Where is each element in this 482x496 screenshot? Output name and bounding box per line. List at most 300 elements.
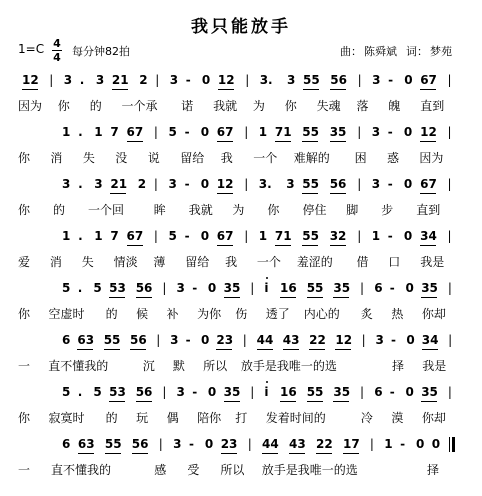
eighth-beam — [330, 141, 346, 142]
note-token: - — [387, 229, 393, 243]
eighth-beam — [127, 141, 143, 142]
note-token: . — [77, 385, 83, 399]
eighth-beam — [303, 89, 319, 90]
note-token: - — [387, 125, 393, 139]
lyric-syllable: 爱 — [18, 255, 31, 269]
key-signature: 1=C — [18, 42, 45, 56]
note-token: 6 — [374, 385, 383, 399]
note-token: 67 — [420, 177, 437, 191]
barline: | — [244, 125, 249, 139]
eighth-beam — [217, 141, 233, 142]
lyric-syllable: 直到 — [420, 99, 445, 113]
note-token: 55 — [306, 385, 324, 399]
lyric-syllable: 薄 — [153, 255, 166, 269]
lyric-syllable: 你 — [18, 307, 31, 321]
barline: | — [244, 177, 249, 191]
barline: | — [369, 437, 374, 451]
lyric-syllable: 眸 — [153, 203, 166, 217]
note-token: 67 — [126, 229, 144, 243]
note-token: 3 — [287, 73, 296, 87]
lyric-syllable: 感 — [154, 463, 167, 477]
tempo-marking: 每分钟82拍 — [72, 45, 130, 58]
lyric-syllable: 为 — [232, 203, 245, 217]
lyric-syllable: 情淡 — [113, 255, 138, 269]
note-token: - — [391, 333, 396, 347]
lyric-syllable: 因为 — [18, 99, 43, 113]
note-token: 0 — [204, 437, 214, 451]
lyric-syllable: 一个 — [253, 151, 278, 165]
lyric-syllable: 择 — [427, 463, 440, 477]
note-token: 3 — [170, 333, 179, 347]
octave-dot — [266, 381, 268, 383]
note-token: 35 — [329, 125, 347, 139]
note-token: 5 — [168, 229, 177, 243]
lyric-row — [0, 358, 482, 376]
barline: | — [153, 125, 158, 139]
note-token: 5 — [93, 281, 102, 295]
note-token: - — [400, 437, 406, 451]
note-token: 0 — [200, 125, 210, 139]
eighth-beam — [422, 349, 438, 350]
note-token: 1 — [258, 125, 268, 139]
lyric-syllable: 失 — [81, 255, 94, 269]
lyric-syllable: 偶 — [166, 411, 179, 425]
lyric-syllable: 脚 — [346, 203, 359, 217]
note-token: 55 — [302, 229, 319, 243]
note-token: i — [264, 385, 269, 399]
song-title: 我只能放手 — [191, 17, 291, 37]
note-token: 35 — [223, 385, 241, 399]
octave-dot — [266, 277, 268, 279]
note-token: 0 — [431, 437, 441, 451]
barline: | — [250, 281, 255, 295]
barline: | — [357, 125, 362, 139]
note-token: 0 — [405, 385, 414, 399]
note-token: 3 — [62, 177, 71, 191]
note-token: 0 — [201, 333, 210, 347]
note-token: 3 — [173, 437, 182, 451]
note-token: 3 — [176, 385, 185, 399]
lyric-syllable: 直到 — [416, 203, 441, 217]
note-token: 0 — [403, 125, 413, 139]
lyric-syllable: 炙 — [360, 307, 373, 321]
lyric-syllable: 我 — [225, 255, 238, 269]
lyric-syllable: 的 — [89, 99, 102, 113]
lyric-syllable: 默 — [172, 359, 185, 373]
lyric-syllable: 择 — [392, 359, 405, 373]
notation-row — [0, 72, 482, 90]
note-token: 3 — [169, 73, 179, 87]
lyric-row — [0, 410, 482, 428]
note-token: - — [389, 281, 395, 295]
note-token: 7 — [110, 229, 119, 243]
barline: | — [447, 177, 452, 191]
lyric-syllable: 借 — [356, 255, 369, 269]
note-token: 71 — [274, 125, 292, 139]
lyric-syllable: 你 — [267, 203, 280, 217]
note-token: 35 — [333, 385, 351, 399]
barline: | — [361, 333, 366, 347]
note-token: 22 — [316, 437, 333, 451]
note-token: 0 — [403, 177, 413, 191]
eighth-beam — [275, 245, 291, 246]
note-token: 0 — [405, 281, 414, 295]
lyric-syllable: 你 — [18, 411, 31, 425]
barline: | — [155, 73, 160, 87]
note-token: . — [78, 125, 83, 139]
note-token: 12 — [216, 177, 234, 191]
lyric-syllable: 你 — [57, 99, 70, 113]
note-token: 53 — [109, 385, 126, 399]
eighth-beam — [77, 349, 93, 350]
lyric-syllable: 你却 — [421, 411, 446, 425]
lyric-syllable: 你却 — [421, 307, 446, 321]
note-token: 0 — [207, 281, 217, 295]
note-token: 67 — [216, 125, 234, 139]
note-token: 17 — [343, 437, 360, 451]
eighth-beam — [224, 401, 240, 402]
lyric-syllable: 为你 — [197, 307, 222, 321]
lyric-syllable: 候 — [136, 307, 149, 321]
notation-row — [0, 332, 482, 350]
note-token: 3 — [372, 73, 381, 87]
barline: | — [357, 229, 362, 243]
note-token: 44 — [256, 333, 274, 347]
note-token: 67 — [126, 125, 144, 139]
eighth-beam — [316, 453, 332, 454]
notation-row — [0, 124, 482, 142]
lyric-syllable: 没 — [115, 151, 128, 165]
eighth-beam — [109, 401, 125, 402]
note-token: 23 — [220, 437, 238, 451]
lyric-syllable: 失 — [82, 151, 95, 165]
lyric-syllable: 羞涩的 — [296, 255, 333, 269]
note-token: 35 — [421, 385, 438, 399]
note-token: 0 — [207, 385, 217, 399]
lyric-syllable: 放手是我唯一的选 — [240, 359, 337, 373]
notation-row — [0, 436, 482, 454]
note-token: 0 — [200, 229, 210, 243]
barline: | — [247, 437, 252, 451]
lyric-syllable: 空虚时 — [48, 307, 85, 321]
note-token: 3 — [176, 281, 185, 295]
note-token: 6 — [62, 333, 71, 347]
barline: | — [49, 73, 54, 87]
note-token: 3 — [375, 333, 384, 347]
lyric-syllable: 伤 — [235, 307, 248, 321]
eighth-beam — [22, 89, 38, 90]
lyric-syllable: 我就 — [213, 99, 238, 113]
lyric-row — [0, 462, 482, 480]
lyric-syllable: 困 — [354, 151, 367, 165]
note-token: 63 — [77, 437, 95, 451]
lyric-syllable: 说 — [147, 151, 160, 165]
lyric-syllable: 为 — [252, 99, 265, 113]
note-token: 5 — [168, 125, 177, 139]
lyric-syllable: 我是 — [420, 255, 445, 269]
lyric-syllable: 补 — [166, 307, 179, 321]
note-token: - — [387, 177, 393, 191]
note-token: 55 — [103, 333, 121, 347]
lyric-syllable: 的 — [53, 203, 66, 217]
note-token: 71 — [274, 229, 292, 243]
note-token: 1 — [62, 229, 71, 243]
eighth-beam — [333, 297, 349, 298]
lyric-syllable: 留给 — [185, 255, 210, 269]
lyric-syllable: 所以 — [203, 359, 228, 373]
eighth-beam — [224, 297, 240, 298]
note-token: 67 — [216, 229, 234, 243]
note-token: - — [388, 73, 394, 87]
note-token: 3 — [94, 177, 103, 191]
notation-row — [0, 228, 482, 246]
note-token: 5 — [93, 385, 102, 399]
note-token: 35 — [421, 281, 438, 295]
notation-row — [0, 176, 482, 194]
lyric-syllable: 消 — [49, 255, 62, 269]
lyric-syllable: 消 — [50, 151, 63, 165]
lyric-syllable: 寂寞时 — [48, 411, 85, 425]
barline: | — [158, 437, 163, 451]
lyric-syllable: 我是 — [422, 359, 447, 373]
lyric-syllable: 步 — [381, 203, 394, 217]
note-token: 56 — [135, 385, 153, 399]
note-token: 43 — [282, 333, 300, 347]
lyric-syllable: 打 — [235, 411, 248, 425]
eighth-beam — [112, 89, 128, 90]
eighth-beam — [421, 297, 437, 298]
note-token: 5 — [62, 385, 71, 399]
lyric-row — [0, 306, 482, 324]
eighth-beam — [330, 193, 346, 194]
note-token: 6 — [62, 437, 71, 451]
final-barline-thick — [452, 437, 455, 452]
composer-name: 陈舜斌 — [364, 45, 397, 58]
eighth-beam — [335, 349, 351, 350]
note-token: 0 — [403, 229, 413, 243]
eighth-beam — [217, 245, 233, 246]
lyric-syllable: 发着时间的 — [265, 411, 326, 425]
note-token: 35 — [223, 281, 241, 295]
note-token: - — [185, 333, 191, 347]
eighth-beam — [78, 453, 94, 454]
lyricist-name: 梦苑 — [430, 45, 452, 58]
note-token: 3. — [259, 73, 273, 87]
eighth-beam — [309, 349, 325, 350]
note-token: 21 — [111, 73, 129, 87]
lyric-syllable: 玩 — [136, 411, 149, 425]
eighth-beam — [289, 453, 305, 454]
lyric-syllable: 沉 — [142, 359, 155, 373]
eighth-beam — [130, 349, 146, 350]
lyric-syllable: 因为 — [419, 151, 444, 165]
note-token: 1 — [94, 125, 103, 139]
note-token: 7 — [110, 125, 119, 139]
eighth-beam — [302, 141, 318, 142]
lyric-syllable: 的 — [105, 411, 118, 425]
lyric-syllable: 失魂 — [316, 99, 341, 113]
lyric-syllable: 我就 — [188, 203, 213, 217]
lyric-syllable: 直不懂我的 — [48, 359, 109, 373]
note-token: 1 — [62, 125, 71, 139]
lyric-row — [0, 254, 482, 272]
note-token: 55 — [302, 125, 319, 139]
eighth-beam — [302, 245, 318, 246]
note-token: 0 — [200, 177, 210, 191]
eighth-beam — [275, 141, 291, 142]
lyric-row — [0, 202, 482, 220]
note-token: . — [79, 73, 85, 87]
barline: | — [447, 281, 452, 295]
barline: | — [153, 177, 158, 191]
credits — [340, 43, 454, 59]
lyric-syllable: 留给 — [180, 151, 205, 165]
lyric-syllable: 放手是我唯一的选 — [261, 463, 358, 477]
lyric-syllable: 透了 — [265, 307, 290, 321]
lyric-syllable: 一个回 — [88, 203, 125, 217]
barline: | — [245, 73, 250, 87]
eighth-beam — [420, 245, 436, 246]
barline: | — [250, 385, 255, 399]
time-sig-top: 4 — [53, 37, 61, 50]
note-token: 34 — [421, 333, 439, 347]
note-token: - — [389, 385, 395, 399]
note-token: 35 — [333, 281, 351, 295]
note-token: 3 — [95, 73, 105, 87]
note-token: 55 — [303, 73, 320, 87]
eighth-beam — [280, 401, 296, 402]
note-token: 1 — [384, 437, 393, 451]
note-token: 32 — [329, 229, 347, 243]
lyric-syllable: 冷 — [360, 411, 373, 425]
note-token: 56 — [135, 281, 153, 295]
lyric-syllable: 你 — [18, 203, 31, 217]
note-token: 2 — [139, 73, 148, 87]
eighth-beam — [127, 245, 143, 246]
barline: | — [244, 229, 249, 243]
eighth-beam — [333, 401, 349, 402]
eighth-beam — [136, 297, 152, 298]
eighth-beam — [420, 141, 436, 142]
eighth-beam — [105, 453, 121, 454]
barline: | — [242, 333, 247, 347]
note-token: 63 — [77, 333, 95, 347]
lyricist-label: 词： — [406, 45, 428, 58]
barline: | — [162, 281, 167, 295]
eighth-beam — [280, 297, 296, 298]
eighth-beam — [221, 453, 237, 454]
lyric-syllable: 一 — [18, 359, 31, 373]
lyric-syllable: 一 — [18, 463, 31, 477]
note-token: 0 — [404, 73, 413, 87]
note-token: 44 — [262, 437, 279, 451]
note-token: 16 — [280, 281, 297, 295]
note-token: 16 — [280, 385, 297, 399]
lyric-syllable: 漠 — [391, 411, 404, 425]
lyric-syllable: 热 — [391, 307, 404, 321]
barline: | — [360, 281, 365, 295]
eighth-beam — [283, 349, 299, 350]
lyric-syllable: 一个 — [256, 255, 281, 269]
note-token: 2 — [137, 177, 147, 191]
note-token: 3 — [286, 177, 295, 191]
lyric-syllable: 诺 — [181, 99, 194, 113]
eighth-beam — [132, 453, 148, 454]
barline: | — [447, 385, 452, 399]
eighth-beam — [110, 193, 126, 194]
note-token: . — [78, 177, 83, 191]
note-token: 23 — [216, 333, 234, 347]
eighth-beam — [136, 401, 152, 402]
lyric-syllable: 我 — [220, 151, 233, 165]
barline: | — [153, 229, 158, 243]
lyric-syllable: 难解的 — [293, 151, 330, 165]
note-token: 3 — [63, 73, 73, 87]
lyric-syllable: 陪你 — [197, 411, 222, 425]
note-token: - — [192, 281, 198, 295]
note-token: 21 — [110, 177, 128, 191]
lyric-syllable: 内心的 — [303, 307, 340, 321]
note-token: 0 — [416, 437, 425, 451]
composer-label: 曲： — [340, 45, 362, 58]
note-token: 34 — [420, 229, 437, 243]
lyric-syllable: 魄 — [388, 99, 401, 113]
barline: | — [360, 385, 365, 399]
note-token: - — [192, 385, 198, 399]
eighth-beam — [343, 453, 359, 454]
lyric-syllable: 口 — [388, 255, 401, 269]
note-token: - — [184, 125, 190, 139]
lyric-syllable: 你 — [284, 99, 297, 113]
eighth-beam — [421, 401, 437, 402]
eighth-beam — [302, 193, 318, 194]
note-token: - — [184, 177, 190, 191]
note-token: 12 — [217, 73, 235, 87]
note-token: 3 — [168, 177, 177, 191]
eighth-beam — [104, 349, 120, 350]
barline: | — [447, 229, 452, 243]
lyric-syllable: 受 — [187, 463, 200, 477]
eighth-beam — [216, 349, 232, 350]
notation-row — [0, 384, 482, 402]
eighth-beam — [217, 193, 233, 194]
note-token: - — [185, 73, 191, 87]
note-token: 56 — [330, 73, 347, 87]
barline: | — [448, 333, 453, 347]
note-token: 67 — [420, 73, 437, 87]
lyric-row — [0, 150, 482, 168]
lyric-syllable: 停住 — [302, 203, 327, 217]
lyric-row — [0, 98, 482, 116]
lyric-syllable: 直不懂我的 — [51, 463, 112, 477]
lyric-syllable: 惑 — [387, 151, 400, 165]
note-token: - — [184, 229, 190, 243]
eighth-beam — [330, 89, 346, 90]
lyric-syllable: 一个承 — [121, 99, 158, 113]
eighth-beam — [420, 193, 436, 194]
note-token: . — [78, 229, 83, 243]
note-token: 0 — [201, 73, 211, 87]
barline: | — [447, 73, 452, 87]
barline: | — [156, 333, 161, 347]
note-token: 6 — [374, 281, 383, 295]
eighth-beam — [307, 297, 323, 298]
note-token: . — [77, 281, 83, 295]
lyric-syllable: 所以 — [220, 463, 245, 477]
final-barline — [449, 437, 450, 452]
note-token: 55 — [104, 437, 122, 451]
barline: | — [357, 73, 362, 87]
